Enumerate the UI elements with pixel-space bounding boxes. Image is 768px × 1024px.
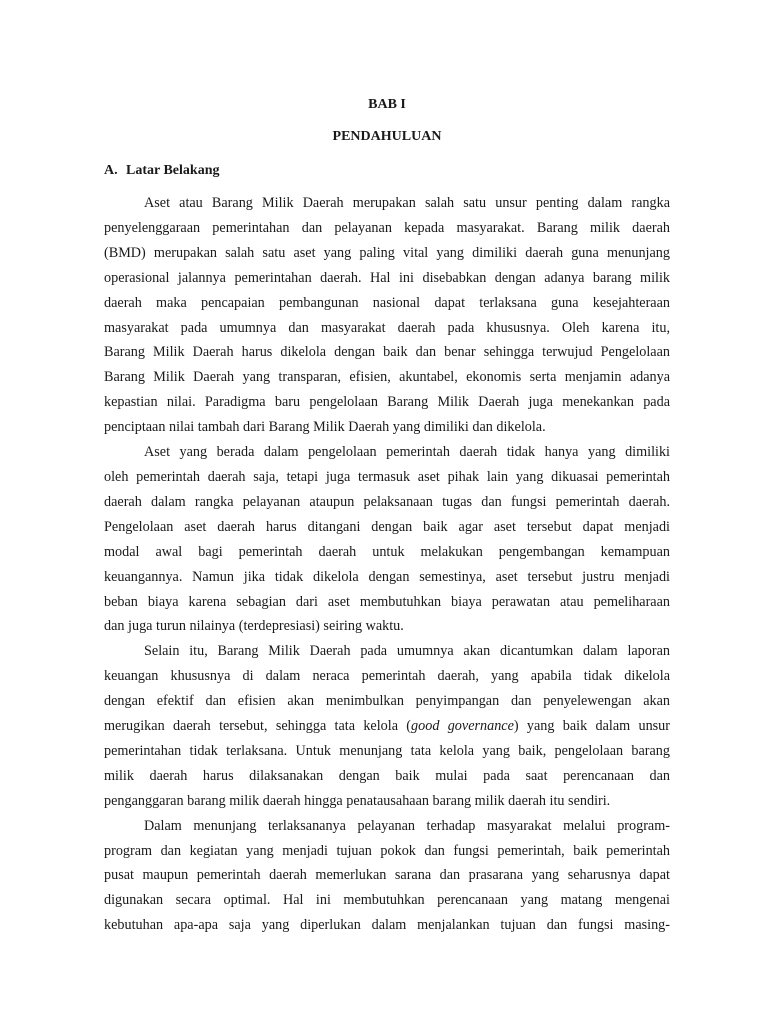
text-line: kepastian nilai. Paradigma baru pengelolaan Barang Milik Daerah juga menekankan pada — [104, 394, 670, 411]
text-line: (BMD) merupakan salah satu aset yang paling vital yang dimiliki daerah guna menunjang — [104, 244, 670, 261]
text-line: penganggaran barang milik daerah hingga penatausahaan barang milik daerah itu sendiri. — [104, 792, 611, 809]
text-line: Selain itu, Barang Milik Daerah pada umumnya akan dicantumkan dalam laporan — [144, 643, 670, 660]
text-line: Dalam menunjang terlaksananya pelayanan terhadap masyarakat melalui program- — [144, 817, 670, 834]
text-line: daerah dalam rangka pelayanan ataupun pelaksanaan tugas dan fungsi pemerintah daerah. — [104, 493, 670, 510]
text-line: keuangan khususnya di dalam neraca pemerintah daerah, yang apabila tidak dikelola — [104, 668, 670, 685]
chapter-number: BAB I — [368, 97, 406, 112]
paragraph-4 — [104, 814, 670, 939]
text-line: beban biaya karena sebagian dari aset membutuhkan biaya perawatan atau pemeliharaan — [104, 593, 670, 610]
text-line: Barang Milik Daerah harus dikelola dengan baik dan benar sehingga terwujud Pengelolaan — [104, 344, 670, 361]
text-line: penciptaan nilai tambah dari Barang Milik Daerah yang dimiliki dan dikelola. — [104, 419, 546, 436]
text-line: daerah maka pencapaian pembangunan nasional dapat terlaksana guna kesejahteraan — [104, 294, 670, 311]
text-line-with-italic — [104, 714, 670, 739]
text-line: oleh pemerintah daerah saja, tetapi juga termasuk aset pihak lain yang dikuasai pemerintah — [104, 468, 670, 485]
text-line: digunakan secara optimal. Hal ini membutuhkan perencanaan yang matang mengenai — [104, 892, 670, 909]
text-line: masyarakat pada umumnya dan masyarakat daerah pada khususnya. Oleh karena itu, — [104, 319, 670, 336]
section-title: Latar Belakang — [126, 163, 220, 178]
text-line: Aset yang berada dalam pengelolaan pemerintah daerah tidak hanya yang dimiliki — [144, 444, 670, 461]
italic-term: good governance — [411, 718, 514, 735]
document-page — [104, 94, 670, 938]
text-line: penyelenggaraan pemerintahan dan pelayanan kepada masyarakat. Barang milik daerah — [104, 219, 670, 236]
section-letter: A. — [104, 163, 118, 178]
text-line: pusat maupun pemerintah daerah memerlukan sarana dan prasarana yang seharusnya dapat — [104, 867, 670, 884]
text-line: kebutuhan apa-apa saja yang diperlukan dalam menjalankan tujuan dan fungsi masing- — [104, 917, 670, 934]
paragraph-1 — [104, 191, 670, 440]
text-line: Barang Milik Daerah yang transparan, efisien, akuntabel, ekonomis serta menjamin adanya — [104, 369, 670, 386]
text-line: Aset atau Barang Milik Daerah merupakan salah satu unsur penting dalam rangka — [144, 195, 670, 211]
text-line: dan juga turun nilainya (terdepresiasi) seiring waktu. — [104, 618, 404, 635]
text-line: pemerintahan tidak terlaksana. Untuk menunjang tata kelola yang baik, pengelolaan barang — [104, 742, 670, 759]
text-line: modal awal bagi pemerintah daerah untuk melakukan pengembangan kemampuan — [104, 543, 670, 560]
paragraph-3 — [104, 639, 670, 813]
section-heading — [104, 160, 670, 182]
text-line: keuangannya. Namun jika tidak dikelola dengan semestinya, aset tersebut justru menjadi — [104, 568, 670, 585]
text-line: milik daerah harus dilaksanakan dengan baik mulai pada saat perencanaan dan — [104, 767, 670, 784]
paragraph-2 — [104, 440, 670, 639]
text-line: operasional jalannya pemerintahan daerah. Hal ini disebabkan dengan adanya barang milik — [104, 269, 670, 286]
text-segment: merugikan daerah tersebut, sehingga tata kelola ( — [104, 718, 412, 735]
text-line: program dan kegiatan yang menjadi tujuan pokok dan fungsi pemerintah, baik pemerintah — [104, 842, 670, 859]
text-line: Pengelolaan aset daerah harus ditangani dengan baik agar aset tersebut dapat menjadi — [104, 518, 670, 535]
text-line: dengan efektif dan efisien akan menimbulkan penyimpangan dan penyelewengan akan — [104, 693, 670, 710]
chapter-title: PENDAHULUAN — [332, 129, 442, 144]
text-segment: ) yang baik dalam unsur — [513, 718, 671, 735]
